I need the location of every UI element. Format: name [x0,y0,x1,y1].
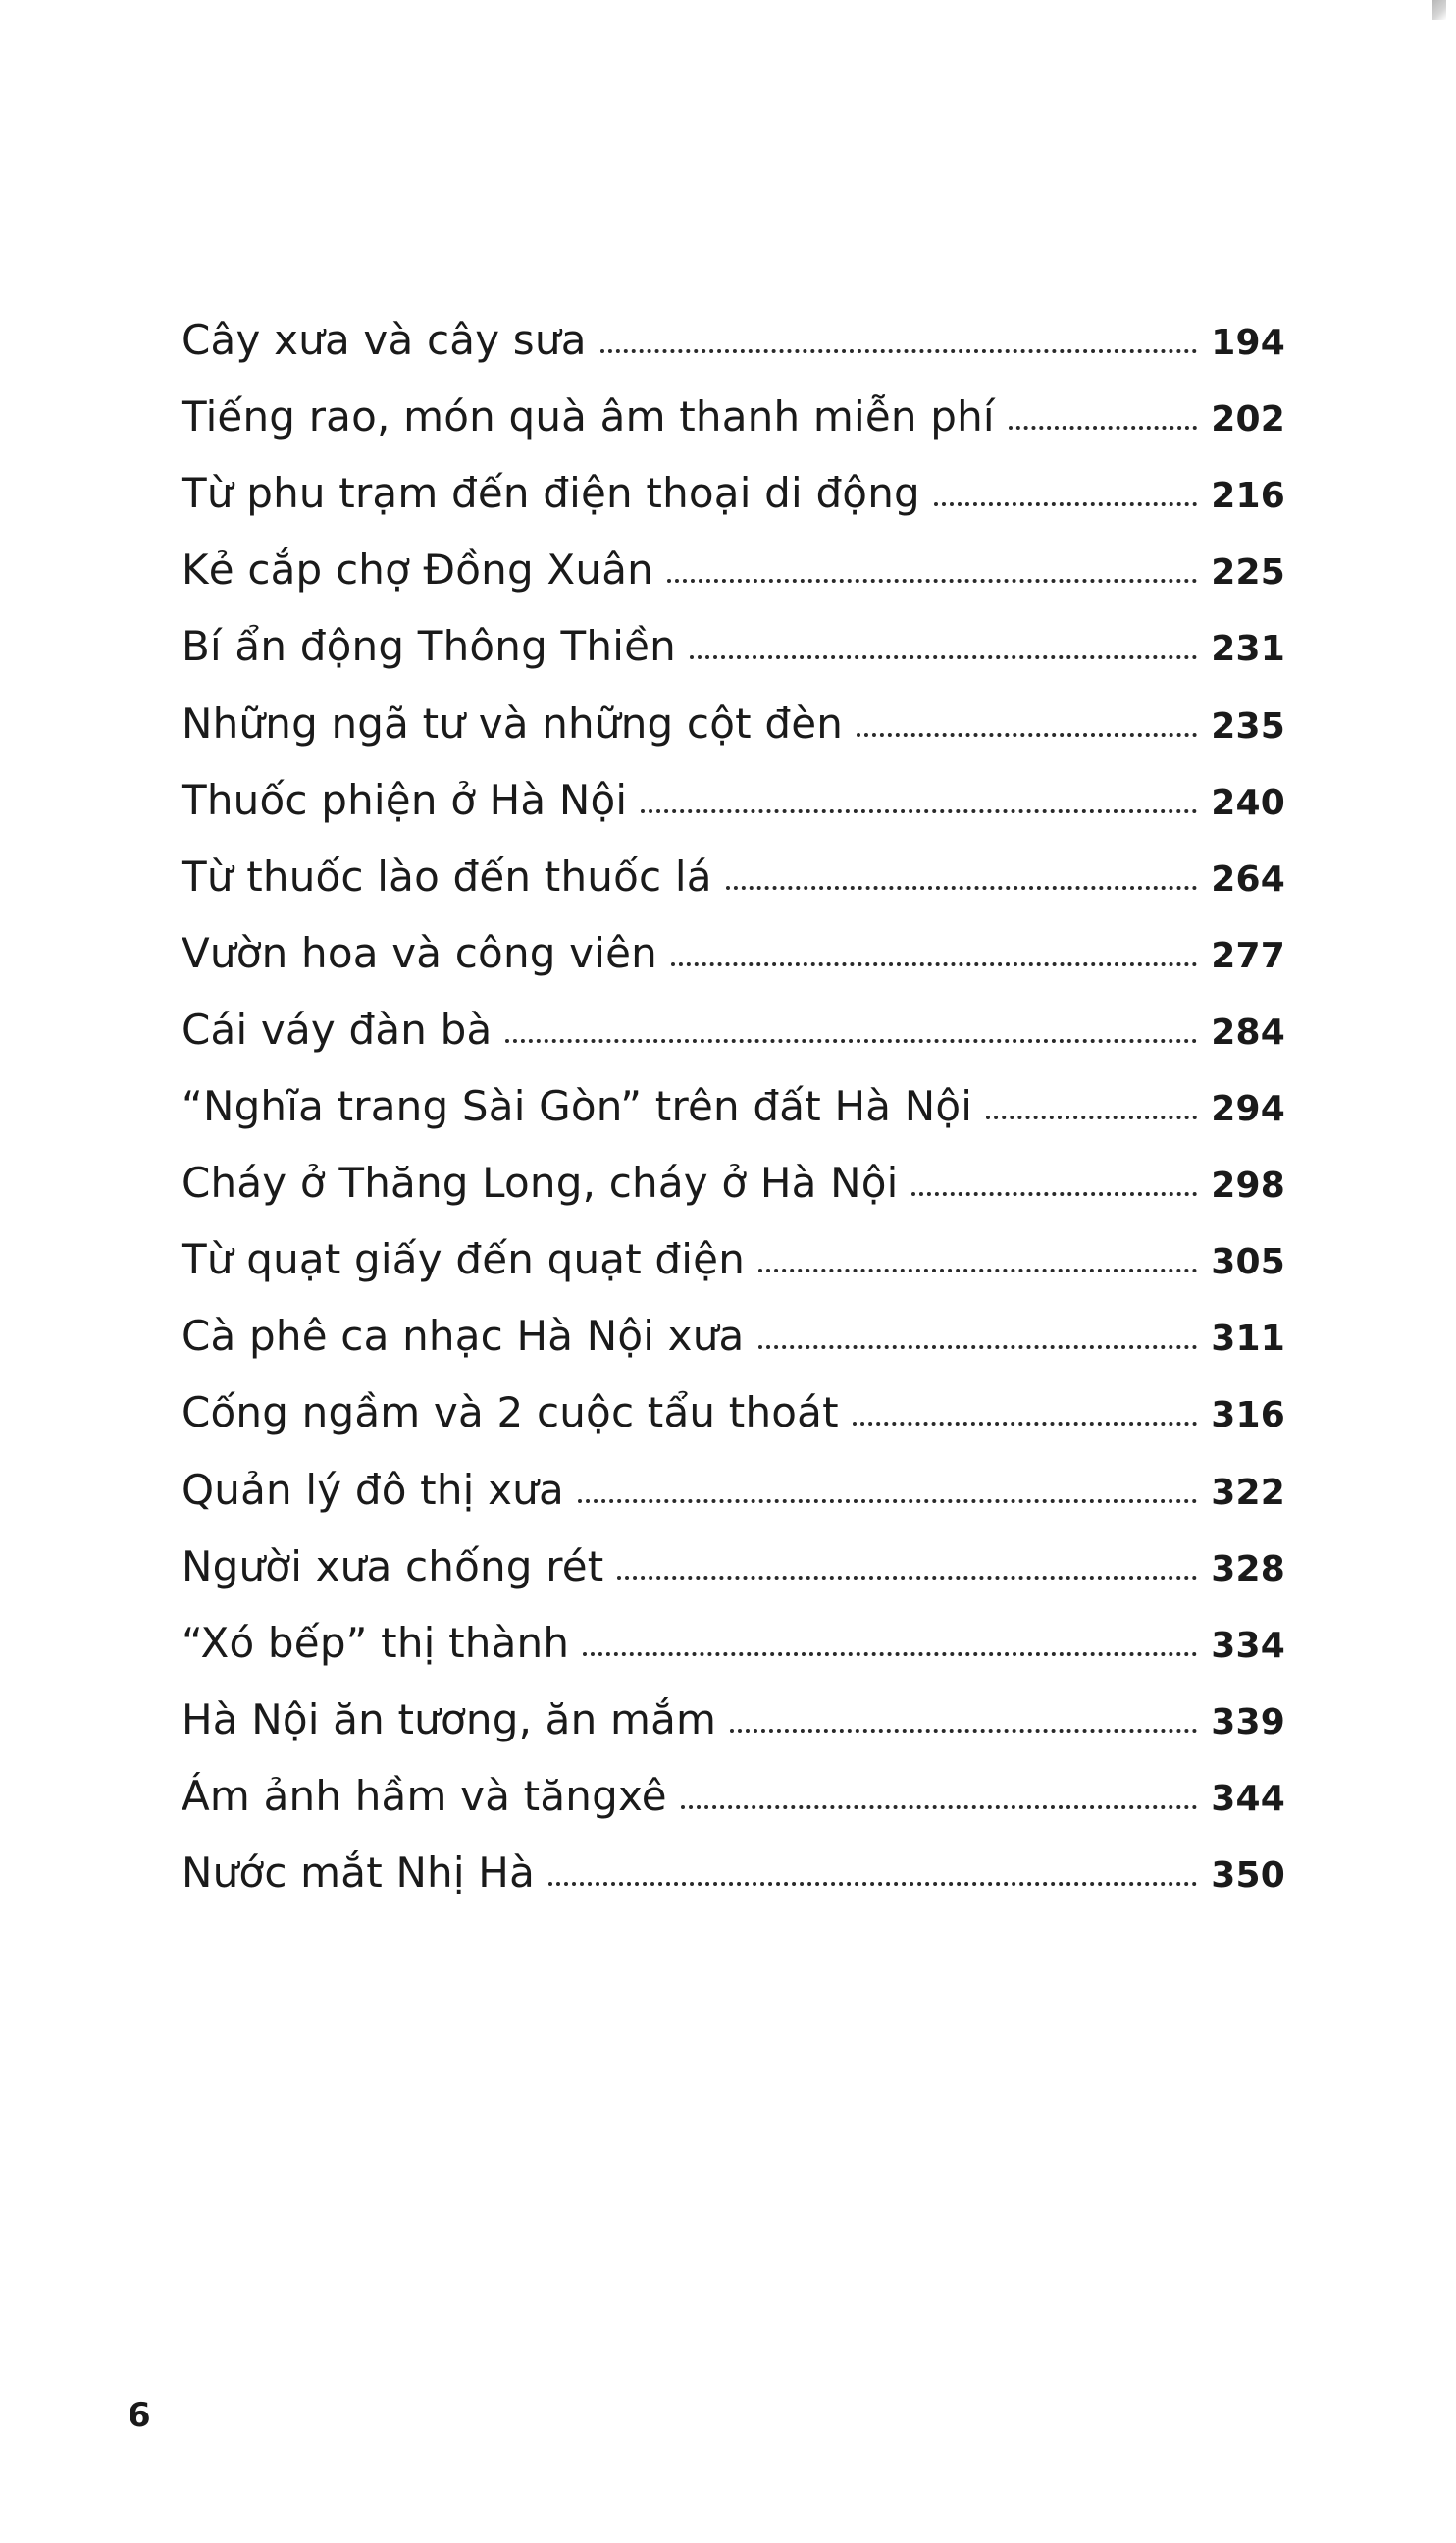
toc-entry [182,1433,1285,1514]
toc-entry-page: 216 [1211,476,1285,517]
toc-entry-title: Vườn hoa và công viên [182,928,657,977]
dot-leader [671,962,1197,966]
toc-entry [182,591,1285,671]
dot-leader [934,502,1197,506]
toc-entry-title: Hà Nội ăn tương, ăn mắm [182,1694,717,1743]
dot-leader [726,886,1198,890]
toc-entry [182,821,1285,901]
toc-entry-title: Cà phê ca nhạc Hà Nội xưa [182,1312,745,1361]
toc-entry-title: Kẻ cắp chợ Đồng Xuân [182,545,653,595]
toc-entry [182,1664,1285,1743]
toc-entry-page: 305 [1211,1242,1285,1283]
toc-entry-title: Quản lý đô thị xưa [182,1465,564,1514]
toc-entry-title: Tiếng rao, món quà âm thanh miễn phí [182,392,995,441]
toc-entry [182,1280,1285,1361]
toc-entry-page: 231 [1211,629,1285,670]
toc-entry-page: 298 [1211,1166,1285,1207]
toc-entry [182,1051,1285,1131]
toc-entry-page: 202 [1211,399,1285,441]
dot-leader [667,579,1197,583]
toc-entry-title: “Xó bếp” thị thành [182,1618,570,1667]
toc-entry [182,1127,1285,1208]
toc-entry [182,974,1285,1054]
dot-leader [578,1499,1197,1503]
dot-leader [681,1805,1197,1809]
toc-entry-title: Cái váy đàn bà [182,1005,493,1054]
table-of-contents [182,285,1285,1894]
toc-entry-title: Nước mắt Nhị Hà [182,1847,536,1896]
toc-entry-page: 240 [1211,782,1285,823]
toc-entry [182,667,1285,748]
toc-entry-page: 328 [1211,1548,1285,1589]
dot-leader [857,733,1197,737]
toc-entry-page: 311 [1211,1319,1285,1360]
toc-entry-title: Ám ảnh hầm và tăngxê [182,1771,667,1820]
toc-entry [182,285,1285,365]
toc-entry-title: Từ phu trạm đến điện thoại di động [182,469,920,518]
toc-entry-page: 350 [1211,1854,1285,1895]
toc-entry-page: 225 [1211,552,1285,594]
toc-entry-page: 294 [1211,1089,1285,1130]
toc-entry [182,1204,1285,1284]
dot-leader [853,1422,1197,1426]
toc-entry-page: 284 [1211,1012,1285,1053]
dot-leader [617,1576,1197,1580]
toc-entry-title: Cống ngầm và 2 cuộc tẩu thoát [182,1388,839,1437]
dot-leader [911,1192,1197,1196]
toc-entry [182,1587,1285,1667]
toc-entry-title: Những ngã tư và những cột đèn [182,699,844,748]
toc-entry [182,1511,1285,1590]
dot-leader [1009,426,1197,430]
toc-entry-page: 264 [1211,858,1285,900]
page-number: 6 [128,2396,151,2435]
toc-entry-title: Từ quạt giấy đến quạt điện [182,1235,746,1284]
toc-entry-page: 322 [1211,1472,1285,1513]
dot-leader [758,1345,1198,1349]
toc-entry [182,1357,1285,1437]
toc-entry [182,1740,1285,1820]
toc-entry-page: 235 [1211,705,1285,747]
dot-leader [583,1652,1197,1656]
dot-leader [986,1116,1197,1119]
toc-entry-title: Người xưa chống rét [182,1541,604,1590]
toc-entry-page: 334 [1211,1625,1285,1666]
toc-entry-title: Cây xưa và cây sưa [182,316,587,365]
toc-entry-page: 277 [1211,935,1285,976]
toc-entry-page: 344 [1211,1778,1285,1819]
toc-entry-page: 316 [1211,1395,1285,1436]
dot-leader [548,1882,1197,1886]
dot-leader [730,1729,1197,1733]
toc-entry [182,745,1285,824]
scan-corner-mark [1432,0,1446,20]
toc-entry [182,514,1285,595]
toc-entry [182,361,1285,441]
toc-entry-title: Từ thuốc lào đến thuốc lá [182,852,712,901]
toc-entry [182,898,1285,977]
dot-leader [690,655,1197,659]
toc-entry-page: 339 [1211,1701,1285,1742]
toc-entry [182,1817,1285,1894]
toc-entry-title: “Nghĩa trang Sài Gòn” trên đất Hà Nội [182,1082,973,1131]
toc-entry-title: Thuốc phiện ở Hà Nội [182,775,628,824]
dot-leader [758,1269,1197,1272]
toc-entry-title: Bí ẩn động Thông Thiền [182,622,676,671]
dot-leader [600,349,1198,353]
toc-entry-page: 194 [1211,323,1285,364]
dot-leader [641,809,1197,813]
toc-entry [182,438,1285,518]
dot-leader [505,1039,1197,1043]
toc-entry-title: Cháy ở Thăng Long, cháy ở Hà Nội [182,1159,899,1208]
